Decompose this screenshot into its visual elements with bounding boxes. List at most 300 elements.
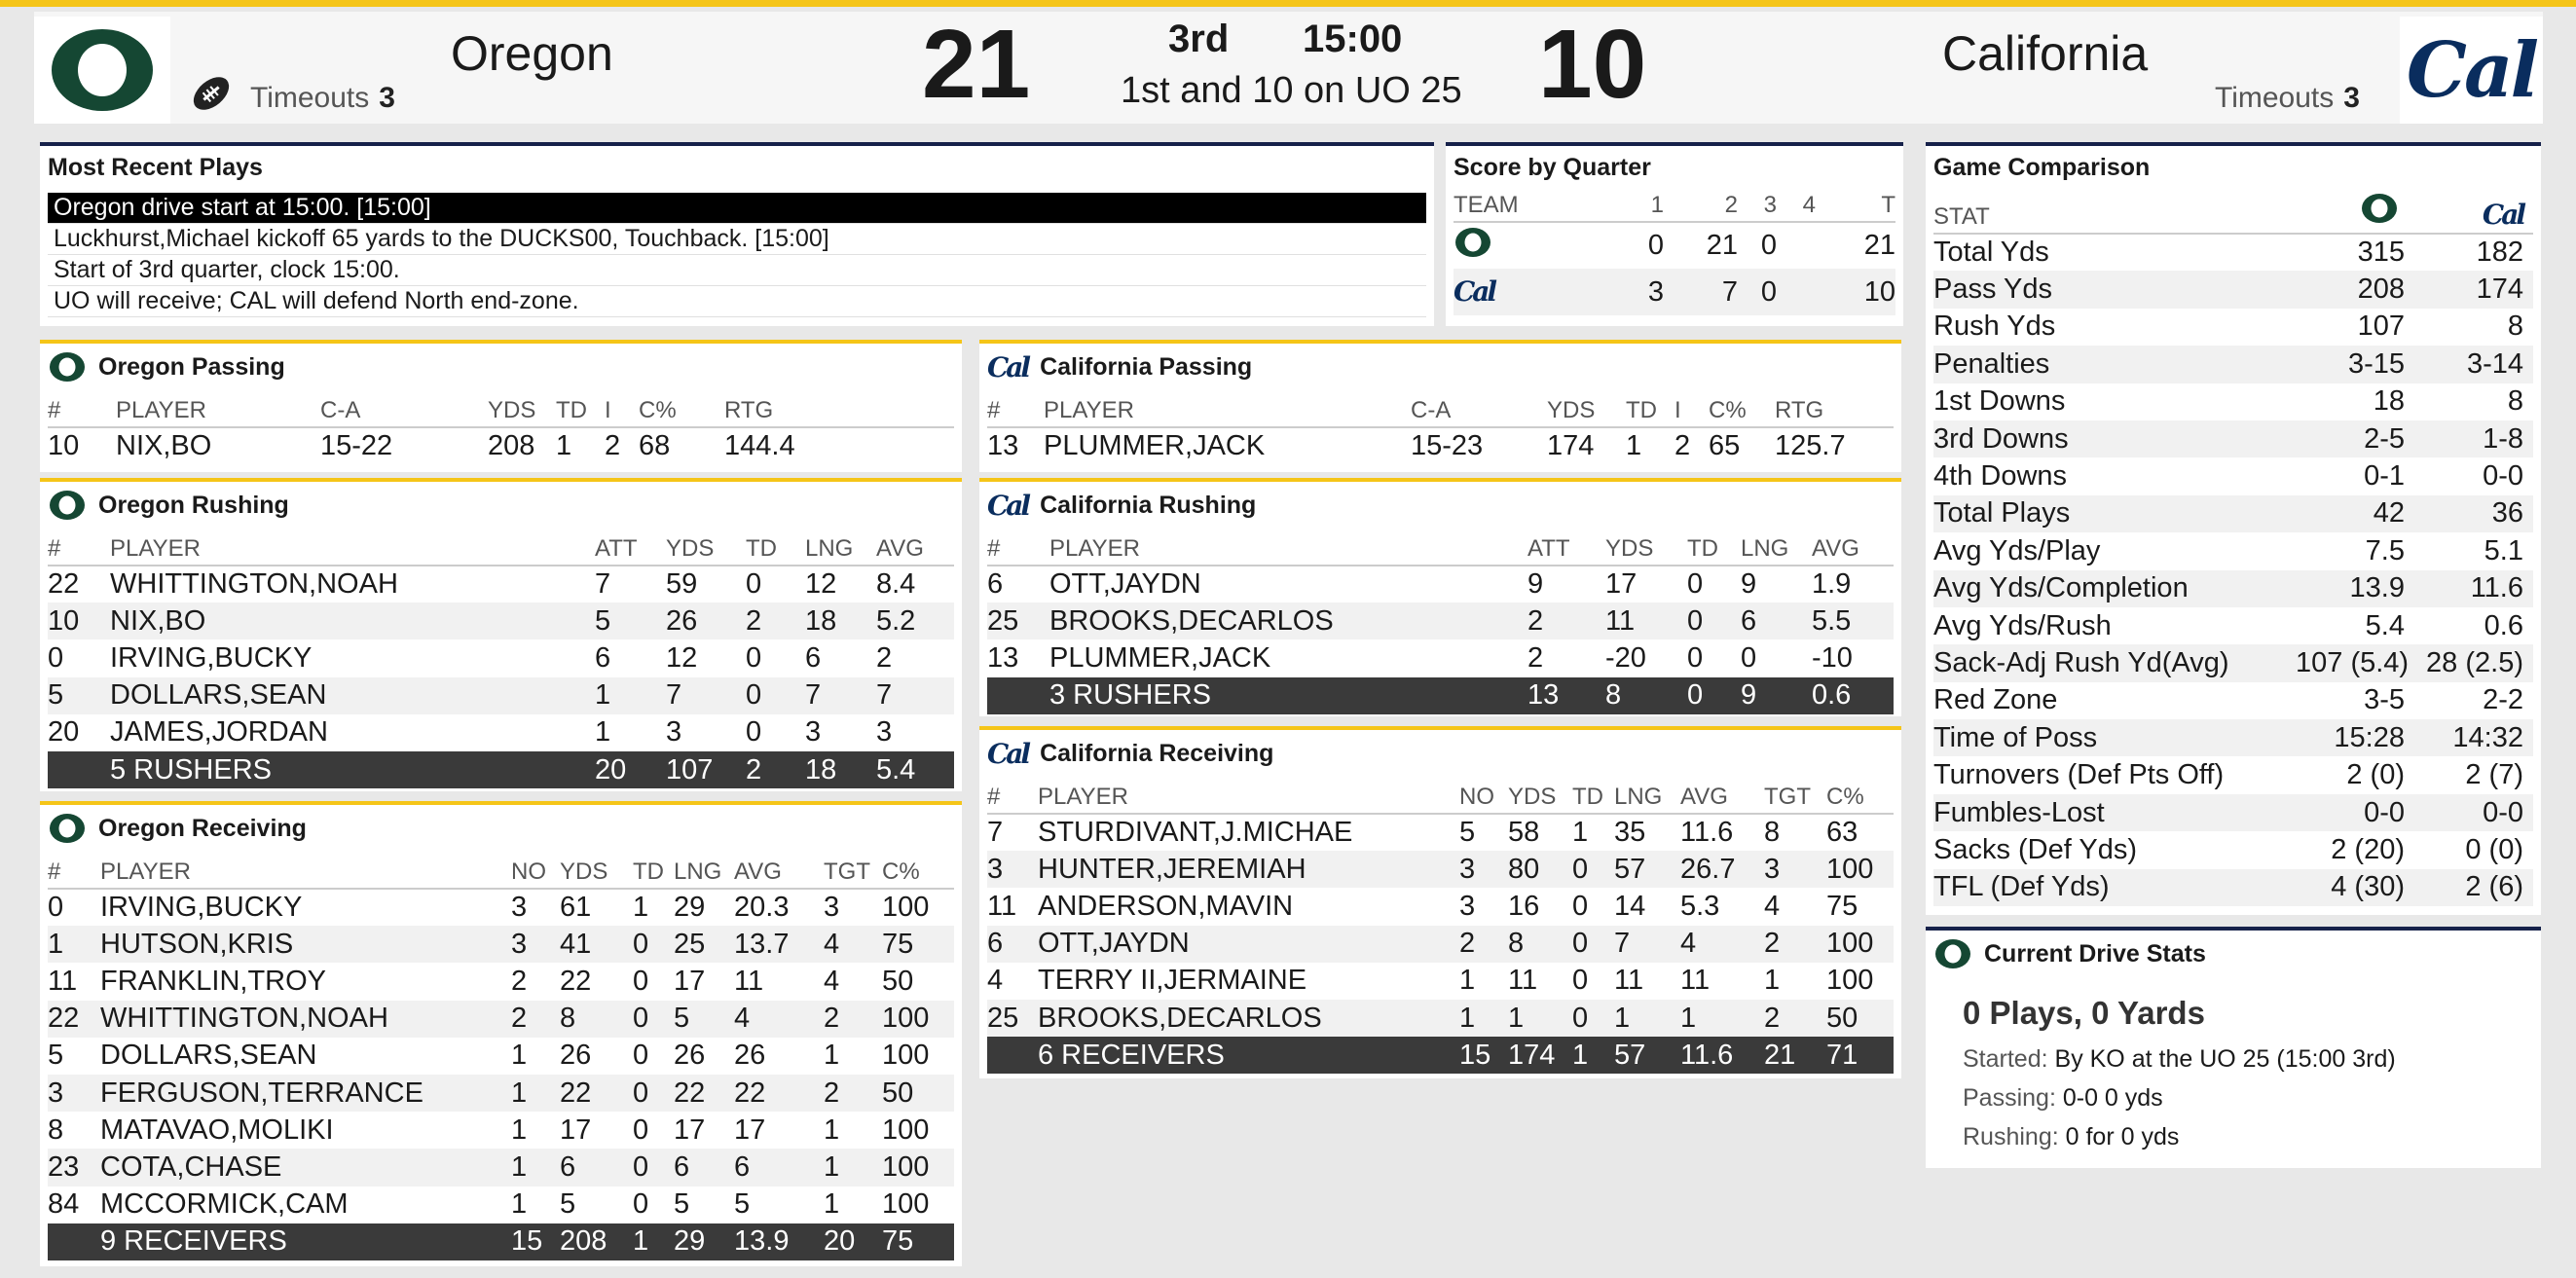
comparison-row	[1933, 682, 2533, 719]
total-cell: 9 RECEIVERS	[100, 1223, 511, 1260]
table-cell: 65	[1709, 430, 1741, 462]
table-row	[48, 1112, 954, 1149]
panel-title: Score by Quarter	[1454, 154, 1651, 181]
california-receiving-table	[987, 781, 1894, 1074]
quarter: 3rd	[1168, 18, 1230, 60]
stat-name: Avg Yds/Rush	[1933, 609, 2112, 641]
table-cell: 3	[511, 892, 528, 924]
quarter-score: 10	[1816, 269, 1895, 315]
total-cell: 15	[511, 1223, 560, 1260]
column-header: YDS	[1508, 781, 1572, 814]
table-cell: 7	[876, 677, 954, 714]
table-cell: 2	[511, 965, 528, 997]
table-cell: 1.9	[1812, 568, 1852, 601]
column-header: ATT	[595, 532, 666, 566]
panel-title: Cal California Receiving	[987, 738, 1274, 770]
drive-headline: 0 Plays, 0 Yards	[1963, 995, 2205, 1031]
comparison-row	[1933, 756, 2533, 793]
football-icon	[190, 72, 233, 120]
table-cell: 23	[48, 1149, 100, 1186]
table-cell: 26	[560, 1040, 592, 1072]
total-cell: 20	[595, 751, 666, 788]
table-cell: 50	[882, 965, 914, 997]
table-cell: 0	[633, 1188, 649, 1221]
stat-value: 107 (5.4)	[2296, 644, 2414, 681]
table-cell: 29	[674, 892, 706, 924]
table-cell: PLUMMER,JACK	[1044, 430, 1266, 462]
table-cell: 12	[805, 568, 837, 601]
california-passing-panel	[979, 340, 1901, 472]
table-cell: -20	[1605, 641, 1646, 674]
table-cell: 1	[1459, 965, 1476, 997]
table-cell: 0	[746, 716, 762, 749]
column-header: YDS	[560, 856, 633, 889]
table-cell: 2	[876, 641, 893, 674]
table-cell: 11	[1680, 965, 1711, 997]
table-cell: 1	[824, 1040, 840, 1072]
table-cell: BROOKS,DECARLOS	[1049, 602, 1527, 639]
stat-name: Rush Yds	[1933, 310, 2056, 343]
table-row	[987, 814, 1894, 851]
comparison-row	[1933, 607, 2533, 644]
stat-value: 0-1	[2364, 460, 2405, 493]
stat-value: 7.5	[2365, 534, 2405, 566]
total-cell	[48, 751, 110, 788]
table-row	[987, 963, 1894, 1000]
california-timeouts: Timeouts 3	[2215, 82, 2360, 114]
stat-name: Sack-Adj Rush Yd(Avg)	[1933, 644, 2296, 681]
column-header: #	[987, 532, 1049, 566]
stat-value: 174	[2414, 271, 2533, 308]
table-cell: 25	[987, 1000, 1038, 1037]
column-header: ATT	[1527, 532, 1605, 566]
oregon-timeouts: Timeouts 3	[250, 82, 395, 114]
table-cell: 2	[1459, 926, 1508, 963]
game-comparison-panel	[1926, 142, 2541, 915]
column-header: #	[48, 394, 116, 427]
table-cell: 144.4	[724, 430, 795, 462]
table-cell: 0	[1687, 602, 1741, 639]
panel-title: Game Comparison	[1933, 154, 2151, 181]
stat-value: 8	[2507, 310, 2523, 343]
table-cell: WHITTINGTON,NOAH	[100, 1001, 511, 1038]
stat-value: 182	[2476, 237, 2523, 269]
stat-name: 3rd Downs	[1933, 420, 2296, 457]
stat-value: 28 (2.5)	[2414, 644, 2533, 681]
column-header: PLAYER	[1044, 394, 1411, 427]
table-cell: MATAVAO,MOLIKI	[100, 1114, 334, 1146]
table-cell: 17	[674, 1114, 706, 1146]
comparison-row	[1933, 570, 2533, 607]
table-cell: FRANKLIN,TROY	[100, 965, 327, 997]
play-item: Start of 3rd quarter, clock 15:00.	[48, 255, 1426, 286]
table-cell: 4	[734, 1001, 824, 1038]
total-cell: 1	[633, 1223, 674, 1260]
panel-title: Cal California Rushing	[987, 490, 1257, 522]
scoreboard	[34, 12, 2543, 124]
table-cell: 100	[882, 1149, 954, 1186]
table-cell: 22	[674, 1075, 734, 1112]
recent-plays-list	[48, 193, 1426, 317]
table-cell: IRVING,BUCKY	[100, 892, 303, 924]
total-cell: 2	[746, 751, 805, 788]
table-cell: IRVING,BUCKY	[110, 641, 313, 674]
table-cell: 3	[48, 1075, 100, 1112]
column-header: TD	[633, 856, 674, 889]
column-header: C-A	[320, 394, 488, 427]
stat-name: Red Zone	[1933, 684, 2058, 716]
comparison-row	[1933, 420, 2533, 457]
table-cell: 0	[633, 1114, 649, 1146]
stat-value: 315	[2357, 237, 2405, 269]
quarter-score	[1777, 269, 1816, 315]
table-cell: 20.3	[734, 892, 790, 924]
stat-header: STAT	[1933, 193, 2296, 234]
table-cell: 0	[633, 1040, 649, 1072]
table-cell: 2	[824, 1075, 882, 1112]
table-cell: 26.7	[1680, 851, 1764, 888]
table-cell: 68	[639, 430, 671, 462]
table-cell: TERRY II,JERMAINE	[1038, 965, 1307, 997]
table-cell: 6	[734, 1149, 824, 1186]
table-cell: 4	[1764, 890, 1781, 922]
oregon-rushing-panel	[40, 478, 962, 791]
table-cell: 100	[882, 1114, 930, 1146]
table-cell: 0	[633, 1001, 674, 1038]
panel-title: Oregon Passing	[48, 351, 285, 383]
california-receiving-panel	[979, 726, 1901, 1078]
column-header: YDS	[1605, 532, 1687, 566]
table-cell: 16	[1508, 890, 1540, 922]
table-cell: 11	[48, 965, 78, 997]
comparison-row	[1933, 831, 2533, 868]
oregon-rushing-table	[48, 532, 954, 788]
table-cell: 50	[882, 1075, 954, 1112]
table-row	[48, 889, 954, 926]
table-cell: PLUMMER,JACK	[1049, 641, 1271, 674]
total-cell: 174	[1508, 1037, 1572, 1074]
table-cell: 10	[48, 430, 80, 462]
table-cell: 2	[605, 430, 621, 462]
table-cell: 208	[488, 430, 535, 462]
table-cell: 15-23	[1411, 430, 1484, 462]
drive-passing: Passing: 0-0 0 yds	[1963, 1084, 2163, 1112]
oregon-passing-table	[48, 394, 954, 464]
table-row	[48, 1075, 954, 1112]
column-header: AVG	[734, 856, 824, 889]
total-cell: 11.6	[1680, 1037, 1764, 1074]
column-header: TD	[1572, 781, 1614, 814]
column-header: PLAYER	[110, 532, 595, 566]
total-row	[48, 751, 954, 788]
stat-value: 4 (30)	[2296, 869, 2414, 906]
stat-value: 0-0	[2414, 794, 2533, 831]
home-score: 21	[922, 10, 1031, 119]
california-logo: Cal	[987, 738, 1029, 770]
table-row	[48, 1187, 954, 1223]
table-cell: 10	[48, 602, 110, 639]
california-logo: Cal	[1454, 275, 1495, 308]
table-cell: MCCORMICK,CAM	[100, 1188, 349, 1221]
table-row	[987, 888, 1894, 925]
table-cell: 0	[48, 641, 64, 674]
column-header: I	[1674, 394, 1709, 427]
table-cell: 63	[1826, 817, 1858, 849]
total-cell: 75	[882, 1223, 954, 1260]
table-cell: 1	[595, 677, 666, 714]
stat-value: 5.4	[2365, 609, 2405, 641]
table-cell: 0	[746, 568, 762, 601]
stat-value: 2 (0)	[2346, 759, 2405, 791]
stat-value: 3-5	[2364, 684, 2405, 716]
table-cell: 7	[805, 677, 876, 714]
table-cell: 3	[666, 716, 682, 749]
comparison-row	[1933, 794, 2533, 831]
table-cell: 3	[511, 926, 560, 963]
total-row	[987, 1037, 1894, 1074]
stat-value: 15:28	[2296, 719, 2414, 756]
table-cell: HUNTER,JEREMIAH	[1038, 851, 1459, 888]
column-header: 4	[1777, 189, 1816, 222]
stat-value: 208	[2296, 271, 2414, 308]
table-cell: 11	[1508, 965, 1538, 997]
stat-name: Sacks (Def Yds)	[1933, 833, 2137, 865]
table-cell: 5	[1459, 817, 1476, 849]
stat-name: Time of Poss	[1933, 719, 2296, 756]
play-item: Oregon drive start at 15:00. [15:00]	[48, 193, 1426, 224]
total-cell: 57	[1614, 1037, 1680, 1074]
stat-value: 2 (7)	[2465, 759, 2523, 791]
table-cell: NIX,BO	[116, 430, 212, 462]
column-header: TD	[1626, 394, 1674, 427]
total-cell: 0	[1687, 677, 1741, 714]
total-cell: 107	[666, 751, 746, 788]
oregon-logo	[48, 813, 87, 844]
table-cell: 1	[1764, 965, 1781, 997]
table-cell: 3	[987, 851, 1038, 888]
column-header: LNG	[805, 532, 876, 566]
stat-value: 36	[2414, 495, 2533, 532]
panel-title: Current Drive Stats	[1933, 938, 2206, 969]
table-cell: 3	[1764, 851, 1826, 888]
table-cell: DOLLARS,SEAN	[100, 1040, 317, 1072]
table-cell: 11	[734, 965, 764, 997]
table-row	[48, 1038, 954, 1075]
total-cell: 29	[674, 1223, 734, 1260]
total-cell: 1	[1572, 1037, 1614, 1074]
column-header: #	[48, 532, 110, 566]
column-header: NO	[511, 856, 560, 889]
stat-value: 11.6	[2414, 570, 2533, 607]
table-cell: 0	[1687, 641, 1704, 674]
column-header: I	[605, 394, 639, 427]
table-cell: 100	[1826, 926, 1894, 963]
table-cell: 0	[1687, 568, 1704, 601]
game-clock: 15:00	[1303, 18, 1403, 60]
table-cell: 26	[666, 602, 746, 639]
table-cell: 25	[674, 926, 734, 963]
total-cell: 3 RUSHERS	[1049, 677, 1527, 714]
comparison-row	[1933, 532, 2533, 569]
table-cell: 6	[595, 641, 611, 674]
comparison-row	[1933, 869, 2533, 906]
table-cell: 0	[1572, 926, 1614, 963]
comparison-row	[1933, 234, 2533, 271]
away-score: 10	[1538, 10, 1647, 119]
stat-name: Avg Yds/Play	[1933, 534, 2101, 566]
table-cell: 0	[633, 926, 674, 963]
california-rushing-table	[987, 532, 1894, 714]
column-header: AVG	[876, 532, 954, 566]
quarter-score: 0	[1647, 230, 1664, 261]
table-cell: 1	[1459, 1000, 1508, 1037]
stat-value: 107	[2357, 310, 2405, 343]
current-drive-panel	[1926, 927, 2541, 1168]
stat-name: TFL (Def Yds)	[1933, 869, 2296, 906]
quarter-score: 21	[1706, 230, 1738, 261]
stat-value: 2 (6)	[2414, 869, 2533, 906]
total-cell: 71	[1826, 1037, 1894, 1074]
table-cell: 35	[1614, 817, 1646, 849]
quarter-score: 21	[1863, 230, 1895, 261]
stat-name: Turnovers (Def Pts Off)	[1933, 759, 2225, 791]
stat-name: Total Yds	[1933, 237, 2049, 269]
stat-value: 0-0	[2296, 794, 2414, 831]
total-cell: 20	[824, 1223, 882, 1260]
table-cell: 9	[1741, 568, 1757, 601]
away-team-name: California	[1942, 26, 2149, 81]
table-cell: 80	[1508, 851, 1572, 888]
comparison-row	[1933, 271, 2533, 308]
total-row	[987, 677, 1894, 714]
home-team-name: Oregon	[451, 26, 613, 81]
table-cell: 125.7	[1775, 430, 1846, 462]
total-cell: 13.9	[734, 1223, 824, 1260]
table-cell: 22	[734, 1075, 824, 1112]
california-logo: Cal	[987, 351, 1029, 383]
stat-value: 3-14	[2414, 346, 2533, 383]
recent-plays-panel	[40, 142, 1434, 326]
table-cell: 9	[1527, 568, 1544, 601]
table-cell: BROOKS,DECARLOS	[1038, 1000, 1459, 1037]
stat-value: 14:32	[2414, 719, 2533, 756]
quarter-score: 7	[1664, 269, 1738, 315]
table-cell: 2	[824, 1001, 882, 1038]
quarter-score: 3	[1609, 269, 1664, 315]
table-cell: NIX,BO	[110, 602, 595, 639]
score-by-quarter-panel	[1446, 142, 1903, 326]
column-header: AVG	[1680, 781, 1764, 814]
column-header: RTG	[1775, 394, 1894, 427]
score-by-quarter-table	[1454, 189, 1895, 315]
table-cell: 13	[987, 430, 1019, 462]
table-cell: 7	[666, 677, 746, 714]
stat-name: Fumbles-Lost	[1933, 794, 2296, 831]
stat-value: 2-2	[2483, 684, 2523, 716]
table-cell: 100	[882, 1040, 930, 1072]
table-cell: 5	[48, 1040, 64, 1072]
table-cell: 12	[666, 641, 698, 674]
table-cell: 26	[674, 1040, 706, 1072]
total-cell: 8	[1605, 677, 1687, 714]
table-cell: 8	[560, 1001, 633, 1038]
column-header: YDS	[488, 394, 556, 427]
table-cell: 3	[1459, 851, 1508, 888]
total-cell	[987, 1037, 1038, 1074]
stat-value: 0 (0)	[2465, 833, 2523, 865]
table-cell: 6	[560, 1149, 633, 1186]
table-cell: 8.4	[876, 568, 916, 601]
table-cell: 13.7	[734, 926, 824, 963]
table-row	[987, 926, 1894, 963]
comparison-row	[1933, 383, 2533, 420]
table-cell: JAMES,JORDAN	[110, 716, 328, 749]
table-cell: 5.2	[876, 602, 954, 639]
table-cell: 1	[1572, 817, 1589, 849]
stat-value: 0.6	[2484, 609, 2523, 641]
comparison-row	[1933, 495, 2533, 532]
table-cell: 2	[1764, 1000, 1826, 1037]
column-header: PLAYER	[1038, 781, 1459, 814]
table-cell: 1	[633, 892, 649, 924]
table-cell: 22	[560, 965, 592, 997]
total-row	[48, 1223, 954, 1260]
column-header: PLAYER	[100, 856, 511, 889]
stat-value: 42	[2296, 495, 2414, 532]
table-cell: STURDIVANT,J.MICHAE	[1038, 817, 1353, 849]
table-cell: 25	[987, 602, 1049, 639]
table-cell: 6	[987, 568, 1004, 601]
table-cell: 2	[1527, 641, 1544, 674]
table-cell: 50	[1826, 1000, 1894, 1037]
down-and-distance: 1st and 10 on UO 25	[1121, 70, 1462, 111]
column-header: TEAM	[1454, 189, 1609, 222]
table-cell: 22	[48, 1001, 100, 1038]
table-cell: 22	[560, 1075, 633, 1112]
column-header: C%	[882, 856, 954, 889]
column-header: #	[48, 856, 100, 889]
table-cell: 58	[1508, 817, 1540, 849]
table-cell: 3	[1459, 890, 1476, 922]
table-cell: 11.6	[1680, 817, 1734, 849]
total-cell: 13	[1527, 677, 1605, 714]
california-logo: Cal	[2414, 193, 2533, 234]
table-row	[987, 1000, 1894, 1037]
table-cell: 84	[48, 1188, 80, 1221]
table-cell: 11	[1605, 602, 1687, 639]
table-cell: 6	[987, 926, 1038, 963]
table-cell: 174	[1547, 430, 1595, 462]
column-header: PLAYER	[1049, 532, 1527, 566]
table-cell: OTT,JAYDN	[1049, 568, 1201, 601]
stat-value: 13.9	[2296, 570, 2414, 607]
total-cell: 0.6	[1812, 677, 1894, 714]
table-cell: 100	[1826, 965, 1874, 997]
total-cell: 18	[805, 751, 876, 788]
drive-started: Started: By KO at the UO 25 (15:00 3rd)	[1963, 1045, 2396, 1073]
table-cell: 75	[1826, 890, 1858, 922]
table-cell: 4	[987, 965, 1004, 997]
stat-name: Penalties	[1933, 346, 2296, 383]
table-cell: OTT,JAYDN	[1038, 926, 1459, 963]
table-row	[48, 427, 954, 464]
table-row	[987, 566, 1894, 602]
table-cell: 1	[1614, 1000, 1680, 1037]
table-cell: 22	[48, 568, 80, 601]
total-cell: 15	[1459, 1037, 1508, 1074]
stat-value: 2-5	[2296, 420, 2414, 457]
drive-rushing: Rushing: 0 for 0 yds	[1963, 1123, 2180, 1150]
